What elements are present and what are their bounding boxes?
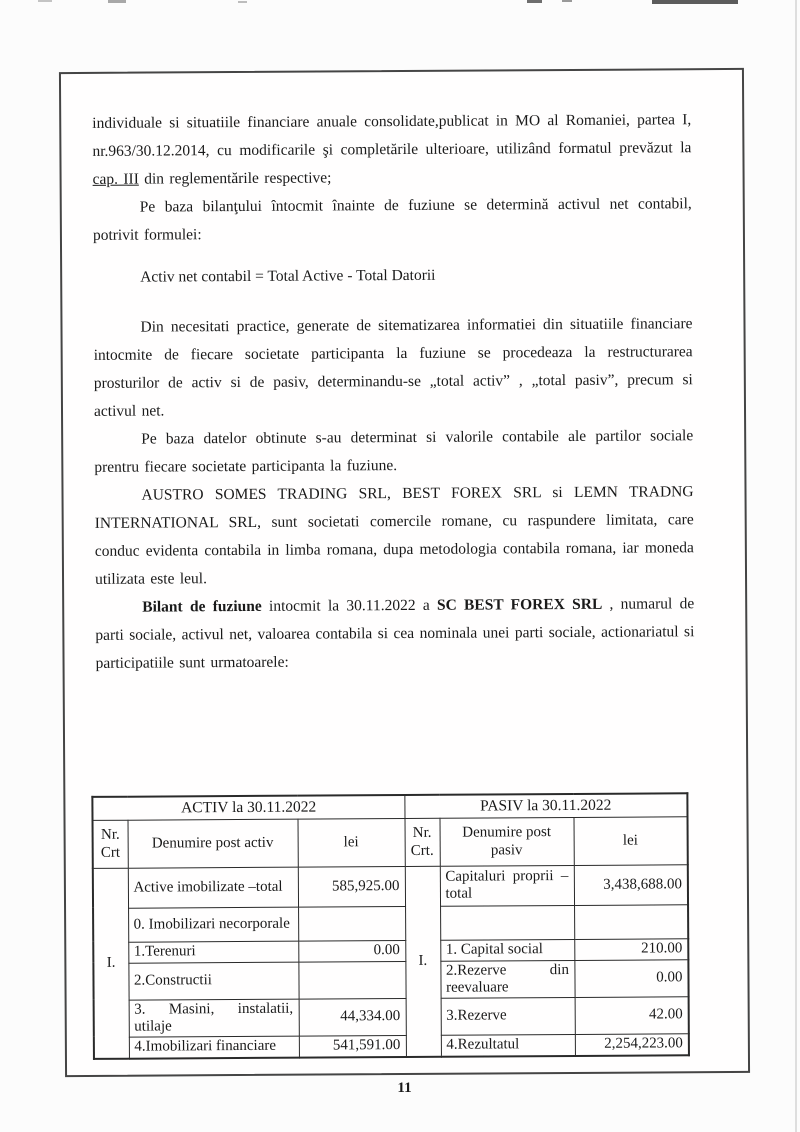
paragraph-regulation <box>92 106 692 194</box>
document-body <box>92 106 694 678</box>
text-segment: Din necesitati practice, generate de sitematizarea informatiei din situatiile financiare intocmite de fiecare societate participanta la fuziune se procedeaza la restructurarea prosturilor de activ si de pasiv, determinandu-se „total activ” , „total pasiv”, precum si activul net. <box>93 315 693 420</box>
pasiv-row-value: 210.00 <box>574 938 688 960</box>
activ-row-name: Active imobilizate –total <box>128 867 298 908</box>
activ-col-header-lei: lei <box>298 818 405 867</box>
pasiv-col-header-name: Denumire post pasiv <box>440 817 574 866</box>
pasiv-section-number: I. <box>405 866 441 1057</box>
activ-row-name: 4.Imobilizari financiare <box>129 1036 299 1059</box>
paragraph-practical-needs <box>93 310 693 426</box>
text-segment: individuale si situatiile financiare anuale consolidate,publicat in MO al Romaniei, partea I, nr.963/30.12.2014, cu modificarile şi completările ulterioare, utilizând formatul prevăzut la <box>92 111 692 160</box>
text-segment: AUSTRO SOMES TRADING SRL, BEST FOREX SRL si LEMN TRADNG INTERNATIONAL SRL, sunt societati comercile romane, cu raspundere limitata, care conduc evidenta contabila in limba romana, dupa metodologia contabila romana, iar moneda utilizata este leul. <box>94 483 694 588</box>
scan-artifact <box>38 0 52 2</box>
activ-row-name: 2.Constructii <box>128 962 298 1000</box>
pasiv-row-name: 4.Rezultatul <box>441 1034 575 1057</box>
activ-row-value: 541,591.00 <box>299 1035 406 1058</box>
scan-artifact <box>108 0 126 3</box>
scan-artifact <box>238 1 247 3</box>
activ-row-name: 1.Terenuri <box>128 941 298 963</box>
activ-row-name: 3. Masini, instalatii, utilaje <box>129 999 299 1037</box>
pasiv-table-title: PASIV la 30.11.2022 <box>404 793 687 818</box>
activ-section-number: I. <box>93 868 129 1059</box>
pasiv-col-header-lei: lei <box>574 816 688 865</box>
pasiv-row-value: 42.00 <box>575 996 689 1034</box>
activ-row-value: 0.00 <box>298 940 405 962</box>
scan-artifact <box>527 0 542 3</box>
pasiv-row-value <box>574 904 688 939</box>
pasiv-row-value: 0.00 <box>574 959 688 997</box>
pasiv-row-name: 1. Capital social <box>440 939 574 961</box>
text-segment: din reglementările respective; <box>138 169 332 188</box>
text-segment: Activ net contabil = Total Active - Total Datorii <box>140 266 436 286</box>
text-segment: Pe baza bilanţului întocmit înainte de fuziune se determină activul net contabil, potrivit formulei: <box>92 195 692 244</box>
pasiv-row-name: Capitaluri proprii – total <box>440 865 574 906</box>
text-segment: , numarul de parti sociale, activul net, valoarea contabila si cea nominala unei parti sociale, actionariatul si participatiile sunt urmatoarele: <box>95 595 695 672</box>
activ-row-value: 44,334.00 <box>299 998 406 1036</box>
text-segment: Pe baza datelor obtinute s-au determinat si valorile contabile ale partilor sociale prentru fiecare societate participanta la fuziune. <box>94 427 694 476</box>
activ-row-value: 585,925.00 <box>298 866 405 907</box>
paragraph-balance-intro <box>93 190 692 250</box>
pasiv-row-value: 2,254,223.00 <box>575 1033 689 1056</box>
pasiv-row-name <box>440 905 574 940</box>
activ-col-header-name: Denumire post activ <box>128 819 298 868</box>
paragraph-merger-balance <box>95 590 695 678</box>
text-segment: intocmit la 30.11.2022 a <box>261 596 438 615</box>
page-border-frame <box>59 68 750 1077</box>
page-number: 11 <box>397 1080 412 1096</box>
scan-edge-line <box>795 0 797 1132</box>
activ-table-title: ACTIV la 30.11.2022 <box>92 795 404 820</box>
pasiv-col-header-nr: Nr. Crt. <box>405 818 440 866</box>
paragraph-book-values <box>94 422 693 482</box>
scan-artifact <box>562 0 572 2</box>
balance-table-container <box>91 792 690 1060</box>
text-segment: Bilant de fuziune <box>142 597 262 616</box>
pasiv-row-name: 3.Rezerve <box>441 997 575 1035</box>
activ-pasiv-balance-table <box>91 792 690 1060</box>
activ-col-header-nr: Nr. Crt <box>93 820 128 868</box>
pasiv-row-value: 3,438,688.00 <box>574 864 688 905</box>
paragraph-companies <box>94 478 694 594</box>
activ-row-name: 0. Imobilizari necorporale <box>128 907 298 942</box>
pasiv-row-name: 2.Rezerve din reevaluare <box>440 960 574 998</box>
activ-row-value <box>298 961 405 999</box>
scan-artifact <box>652 0 738 4</box>
net-asset-formula <box>93 260 692 292</box>
text-segment: SC BEST FOREX SRL <box>436 595 603 614</box>
text-segment: cap. III <box>92 170 139 188</box>
activ-row-value <box>298 906 405 941</box>
